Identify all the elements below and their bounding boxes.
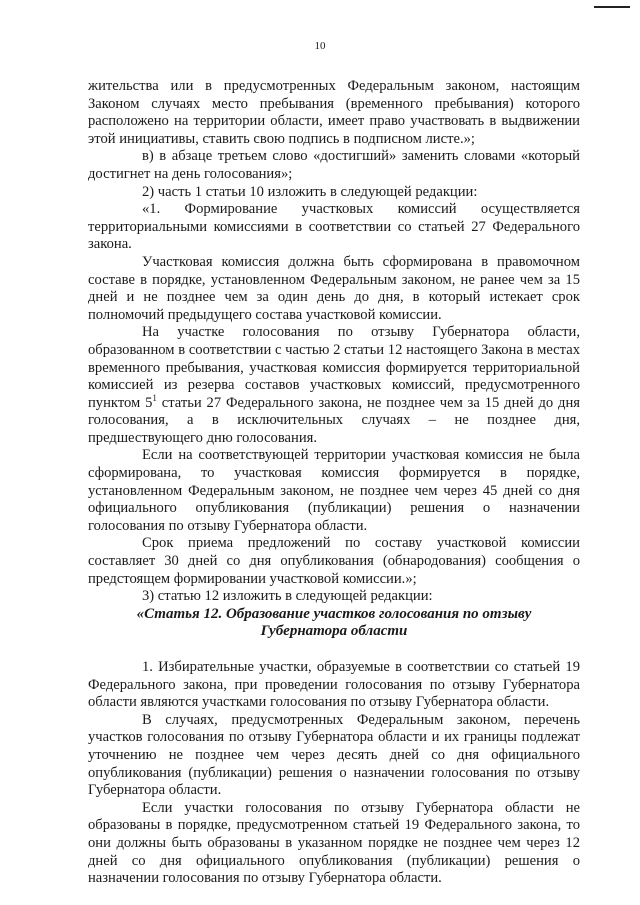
paragraph-proposal-term: Срок приема предложений по составу участковой комиссии составляет 30 дней со дня опубликования (обнародования) сообщения о предстоящем формировании участковой комиссии.»; <box>88 535 580 587</box>
paragraph-article-12-point-1: 1. Избирательные участки, образуемые в соответствии со статьей 19 Федерального закона, при проведении голосования по отзыву Губернатора области являются участками голосования по отзыву Губернатора области. <box>88 659 580 711</box>
paragraph-item-3: 3) статью 12 изложить в следующей редакции: <box>142 588 433 605</box>
spacer <box>88 641 580 659</box>
paragraph-temporary-stay-part-b: статьи 27 Федерального закона, не позднее чем за 15 дней до дня голосования, а в исключительных случаях – не позднее дня, предшествующего дню голосования. <box>88 394 580 446</box>
paragraph-temporary-stay <box>88 324 580 447</box>
superscript-one: 1 <box>152 392 157 403</box>
paragraph-item-2: 2) часть 1 статьи 10 изложить в следующей редакции: <box>142 183 478 200</box>
paragraph-continuation: жительства или в предусмотренных Федеральным законом, настоящим Законом случаях место пребывания (временного пребывания) которого расположено на территории области, имеет право участвовать в выдвижении этой инициативы, ставить свою подпись в подписном листе.»; <box>88 78 580 147</box>
document-body <box>88 78 580 888</box>
paragraph-quote-1: «1. Формирование участковых комиссий осуществляется территориальными комиссиями в соответствии со статьей 27 Федерального закона. <box>88 201 580 253</box>
paragraph-amendment-v: в) в абзаце третьем слово «достигший» заменить словами «который достигнет на день голосования»; <box>88 148 580 182</box>
page-number: 10 <box>314 40 326 52</box>
article-heading-line-1: «Статья 12. Образование участков голосования по отзыву <box>136 605 532 622</box>
article-heading-line-2: Губернатора области <box>260 623 408 640</box>
paragraph-temporary-stay-part-a: На участке голосования по отзыву Губернатора области, образованном в соответствии с частью 2 статьи 12 настоящего Закона в местах временного пребывания, участковая комиссия формируется территориальной комиссией из резерва составов участковых комиссий, предусмотренного пунктом 5 <box>88 324 580 411</box>
scan-mark <box>594 6 630 8</box>
paragraph-precincts-list: В случаях, предусмотренных Федеральным законом, перечень участков голосования по отзыву Губернатора области и их границы подлежат уточнению не позднее чем через десять дней со дня официального опубликования (публикации) решения о назначении голосования по отзыву Губернатора области. <box>88 711 580 799</box>
paragraph-commission-formation: Участковая комиссия должна быть сформирована в правомочном составе в порядке, установленном Федеральным законом, не ранее чем за 15 дней и не позднее чем за один день до дня, в который истекает срок полномочий предыдущего состава участковой комиссии. <box>88 253 580 323</box>
paragraph-not-formed: Если на соответствующей территории участковая комиссия не была сформирована, то участковая комиссия формируется в порядке, установленном Федеральным законом, не позднее чем через 45 дней со дня официального опубликования (публикации) решения о назначении голосования по отзыву Губернатора области. <box>88 447 580 534</box>
paragraph-precincts-not-formed: Если участки голосования по отзыву Губернатора области не образованы в порядке, предусмотренном статьей 19 Федерального закона, то они должны быть образованы в указанном порядке не позднее чем через 12 дней со дня официального опубликования (публикации) решения о назначении голосования по отзыву Губернатора области. <box>88 799 580 887</box>
